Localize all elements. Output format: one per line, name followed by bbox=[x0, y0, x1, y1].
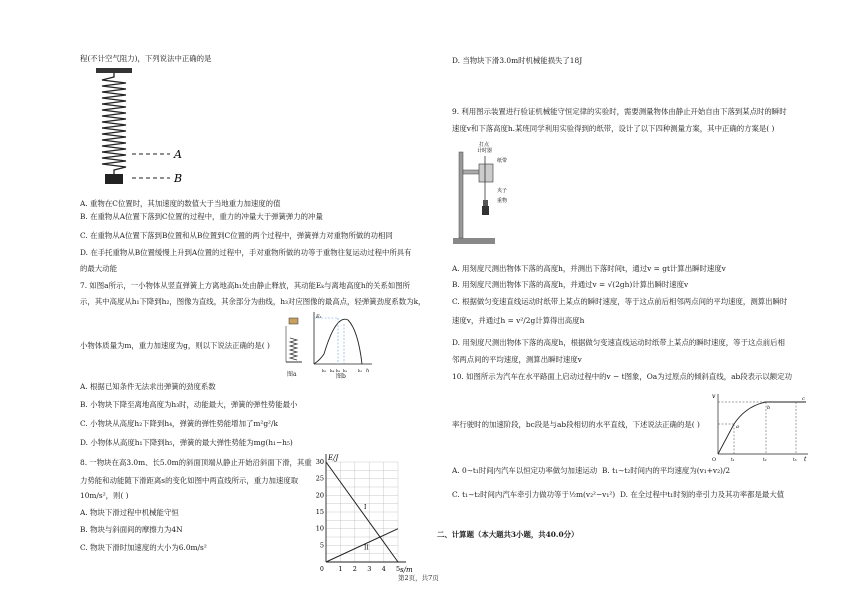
vt-point-c: c bbox=[802, 396, 805, 402]
base-table bbox=[453, 238, 495, 244]
q8-origin: 0 bbox=[320, 566, 324, 573]
q9-option-b: B. 用刻度尺测出物体下落的高度h，并通过v = √(2gh)计算出瞬时速度v bbox=[452, 280, 689, 289]
label-object: 重物 bbox=[497, 198, 508, 204]
q8-option-b: B. 物块与斜面间的摩擦力为4N bbox=[80, 525, 183, 534]
q6-option-d-cont: 的最大动能 bbox=[80, 264, 117, 273]
q8-option-c: C. 物块下滑时加速度的大小为6.0m/s² bbox=[80, 543, 207, 552]
clip bbox=[483, 200, 488, 206]
stand-rod bbox=[459, 152, 463, 238]
q8-ylabel: E/J bbox=[328, 454, 339, 462]
q8-line3: 10m/s²，则( ) bbox=[80, 491, 129, 500]
label-dadian: 打点 bbox=[479, 142, 490, 148]
q7-option-c: C. 小物块从高度h₂下降到h₄，弹簧的弹性势能增加了m²g²/k bbox=[80, 419, 278, 428]
q9-option-a: A. 用刻度尺测出物体下落的高度h，并测出下落时间t，通过v = gt计算出瞬时速度v bbox=[452, 264, 726, 273]
spring-coil bbox=[102, 73, 126, 174]
label-b: B bbox=[174, 172, 183, 185]
vt-t1: t₁ bbox=[731, 458, 735, 463]
q10-line1: 10. 如图所示为汽车在水平路面上启动过程中的v − t图象，Oa为过原点的倾斜直线，ab段表示以额定功 bbox=[452, 372, 792, 381]
q8-option-d: D. 当物块下滑3.0m时机械能损失了18J bbox=[452, 56, 583, 65]
q9-line2: 速度v和下落高度h.某班同学利用实验得到的纸带，设计了以下四种测量方案，其中正确的方案是( ) bbox=[452, 124, 775, 133]
vt-v-label: v bbox=[712, 393, 716, 400]
q7-line2: 示，其中高度从h₁下降到h₂，图像为直线，其余部分为曲线，h₃对应图像的最高点，轻弹簧劲度系数为k， bbox=[80, 297, 426, 306]
q7-option-b: B. 小物块下降至离地高度为h₃时，动能最大，弹簧的弹性势能最小 bbox=[80, 400, 298, 409]
q7-option-d: D. 小物体从高度h₁下降到h₅，弹簧的最大弹性势能为mg(h₁−h₅) bbox=[80, 438, 293, 447]
vt-curve bbox=[718, 402, 806, 454]
label-timer: 计时器 bbox=[477, 148, 493, 154]
q7-fig-a-label: 图a bbox=[287, 371, 297, 378]
q8-y-tick: 20 bbox=[315, 491, 324, 500]
q8-y-tick: 5 bbox=[319, 541, 324, 550]
vt-point-b: b bbox=[767, 405, 771, 411]
vt-point-a: a bbox=[736, 424, 739, 430]
label-a: A bbox=[174, 148, 182, 161]
q10-option-a: A. 0∼t₁时间内汽车以恒定功率做匀加速运动 bbox=[452, 466, 598, 475]
weight-block bbox=[105, 174, 123, 184]
q7-ylabel: Eₖ bbox=[316, 314, 322, 320]
vt-origin: O bbox=[712, 457, 717, 463]
q7-line1: 7. 如图a所示，一小物体从竖直弹簧上方离地高h₁处由静止释放，其动能Eₖ与离地高度h的关系如图所 bbox=[80, 281, 411, 290]
q8-line2: 力势能和动能随下滑距离s的变化如图中两直线所示，重力加速度取 bbox=[80, 476, 299, 485]
q10-option-c: C. t₁∼t₂时间内汽车牵引力做功等于½m(v₂²−v₁²) bbox=[452, 490, 616, 499]
q8-y-tick: 10 bbox=[315, 524, 324, 533]
ceiling bbox=[96, 68, 132, 73]
vt-t3: t₃ bbox=[793, 458, 797, 463]
q7-tick-h3: h₃ bbox=[336, 368, 341, 373]
q7-tick-h5: h₅ bbox=[322, 368, 327, 373]
q6-option-b: B. 在重物从A位置下落到C位置的过程中，重力的冲量大于弹簧弹力的冲量 bbox=[80, 212, 323, 221]
q8-x-tick: 1 bbox=[338, 565, 343, 573]
q8-line1: 8. 一物块在高3.0m、长5.0m的斜面顶端从静止开始沿斜面下滑，其重 bbox=[80, 458, 312, 467]
q7-xlabel: h bbox=[366, 368, 370, 374]
q8-energy-chart bbox=[308, 450, 413, 580]
q7-figure-a bbox=[284, 316, 306, 368]
q9-option-c-cont: 速度v，并通过h = v²/2g计算得出高度h bbox=[452, 316, 585, 325]
q7-tick-h1: h₁ bbox=[358, 368, 363, 373]
vt-t-label: t bbox=[804, 456, 807, 463]
q10-line2: 率行驶时的加速阶段，bc段是与ab段相切的水平直线，下述说法正确的是( ) bbox=[452, 420, 700, 429]
page-footer: 第2页，共7页 bbox=[398, 574, 439, 582]
q8-option-a: A. 物块下滑过程中机械能守恒 bbox=[80, 508, 179, 517]
q7-tick-h4: h₄ bbox=[330, 368, 335, 373]
q10-option-d: D. 在全过程中t₁时刻的牵引力及其功率都是最大值 bbox=[620, 490, 785, 499]
q8-xlabel: s/m bbox=[400, 566, 413, 574]
q8-series-label-II: II bbox=[364, 544, 369, 552]
q9-option-c: C. 根据做匀变速直线运动时纸带上某点的瞬时速度，等于这点前后相邻两点间的平均速度，测算出瞬时 bbox=[452, 297, 788, 306]
q8-x-tick: 5 bbox=[396, 565, 401, 573]
label-clip: 夹子 bbox=[497, 188, 508, 194]
q10-option-b: B. t₁∼t₂时间内的平均速度为(v₁+v₂)/2 bbox=[602, 466, 731, 475]
q7-line3: 小物体质量为m，重力加速度为g，则以下说法正确的是( ) bbox=[80, 341, 270, 350]
q7-option-a: A. 根据已知条件无法求出弹簧的劲度系数 bbox=[80, 382, 216, 391]
timer-device bbox=[479, 164, 493, 182]
vt-t2: t₂ bbox=[763, 458, 767, 463]
heavy-object bbox=[482, 206, 489, 215]
q7-spring bbox=[290, 338, 297, 360]
q10-vt-graph bbox=[712, 390, 812, 462]
label-tape: 纸带 bbox=[497, 158, 508, 164]
q8-x-tick: 4 bbox=[381, 565, 386, 573]
q8-x-tick: 2 bbox=[352, 565, 357, 573]
q8-axes bbox=[320, 454, 413, 574]
q6-option-d: D. 在手托重物从B位置缓慢上升到A位置的过程中，手对重物所做的功等于重物往复运动过程中所具有 bbox=[80, 248, 412, 257]
q7-figure-b bbox=[308, 310, 374, 374]
q9-line1: 9. 利用图示装置进行验证机械能守恒定律的实验时，需要测量物体由静止开始自由下落到某点时的瞬时 bbox=[452, 107, 787, 116]
intro-text: 程(不计空气阻力)，下列说法中正确的是 bbox=[80, 54, 212, 63]
q8-ticks bbox=[316, 458, 400, 573]
section-heading: 二、计算题（本大题共3小题，共40.0分） bbox=[437, 530, 579, 539]
q6-option-c: C. 在重物从A位置下落到B位置和从B位置到C位置的两个过程中，弹簧弹力对重物所做的功相同 bbox=[80, 231, 393, 240]
small-block bbox=[289, 318, 298, 324]
q7-tick-h2: h₂ bbox=[343, 368, 348, 373]
q9-apparatus-figure bbox=[453, 140, 513, 252]
q9-option-d-cont: 邻两点间的平均速度，测算出瞬时速度v bbox=[452, 355, 582, 364]
q9-option-d: D. 用刻度尺测出物体下落的高度h，根据做匀变速直线运动时纸带上某点的瞬时速度，等于这点前后相 bbox=[452, 338, 785, 347]
spring-figure bbox=[96, 68, 186, 192]
q6-option-a: A. 重物在C位置时，其加速度的数值大于当地重力加速度的值 bbox=[80, 199, 281, 208]
q8-series-label-I: I bbox=[364, 504, 367, 511]
q8-y-tick: 25 bbox=[315, 474, 324, 483]
q7-fig-b-label: 图b bbox=[336, 373, 346, 380]
q8-x-tick: 3 bbox=[367, 565, 372, 573]
q8-y-tick: 15 bbox=[315, 508, 324, 516]
q8-y-tick: 30 bbox=[315, 458, 324, 466]
